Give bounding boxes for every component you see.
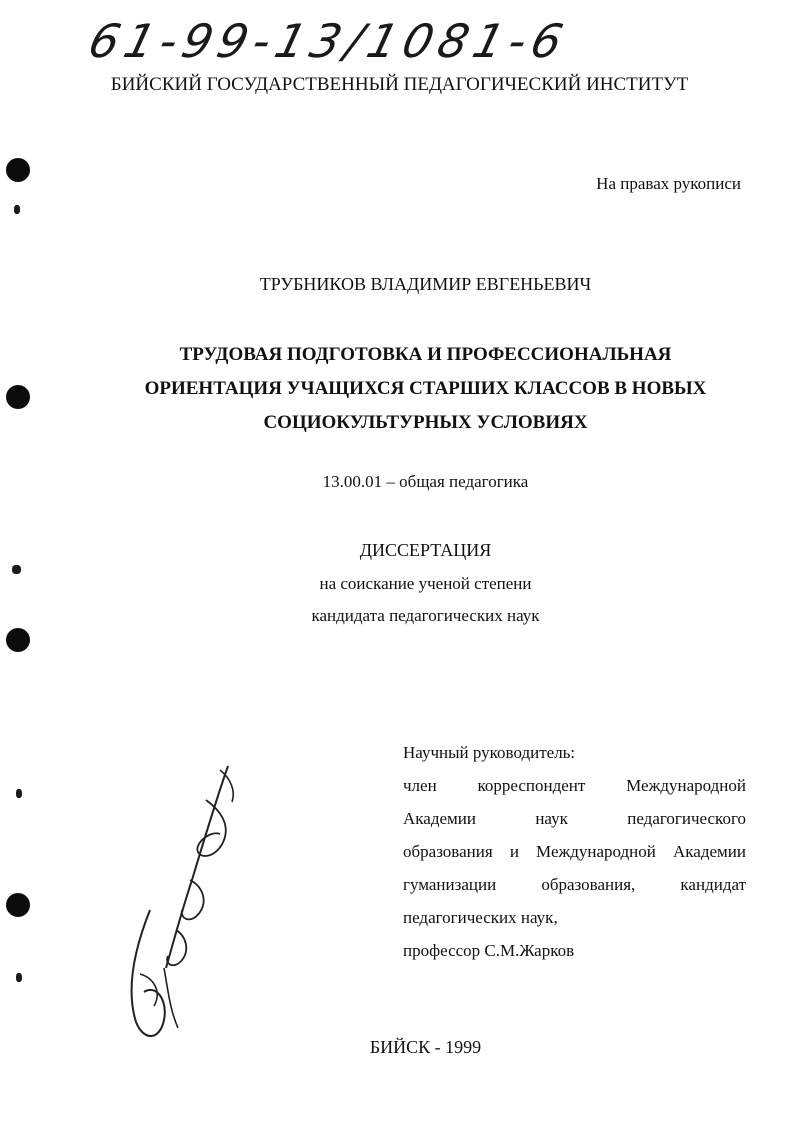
- degree-line: кандидата педагогических наук: [311, 606, 540, 625]
- supervisor-line: образования и Международной Академии: [403, 842, 746, 861]
- author-name: ТРУБНИКОВ ВЛАДИМИР ЕВГЕНЬЕВИЧ: [259, 274, 592, 294]
- supervisor-heading: Научный руководитель:: [403, 743, 576, 762]
- manuscript-rights-note: На правах рукописи: [596, 174, 741, 193]
- institute-name: БИЙСКИЙ ГОСУДАРСТВЕННЫЙ ПЕДАГОГИЧЕСКИЙ ИНСТИТУТ: [110, 74, 689, 95]
- scan-speck: [14, 205, 20, 214]
- handwritten-archive-code: 61-99-13/1081-6: [83, 14, 574, 68]
- supervisor-line: педагогических наук,: [403, 908, 558, 927]
- supervisor-line: Академии наук педагогического: [403, 809, 746, 828]
- handwritten-signature: [120, 760, 260, 1050]
- degree-line: на соискание ученой степени: [319, 574, 532, 593]
- title-line: СОЦИОКУЛЬТУРНЫХ УСЛОВИЯХ: [263, 412, 588, 433]
- punch-hole-mark: [6, 893, 30, 917]
- punch-hole-mark: [6, 628, 30, 652]
- title-line: ОРИЕНТАЦИЯ УЧАЩИХСЯ СТАРШИХ КЛАССОВ В НОВЫХ: [144, 378, 707, 399]
- title-line: ТРУДОВАЯ ПОДГОТОВКА И ПРОФЕССИОНАЛЬНАЯ: [179, 344, 672, 365]
- specialty-code: 13.00.01 – общая педагогика: [322, 472, 529, 491]
- dissertation-title: [0, 338, 799, 440]
- supervisor-line: член корреспондент Международной: [403, 776, 746, 795]
- document-type: ДИССЕРТАЦИЯ: [359, 540, 492, 560]
- scan-speck: [16, 973, 22, 982]
- supervisor-line: профессор С.М.Жарков: [403, 941, 575, 960]
- city-year: БИЙСК - 1999: [369, 1037, 482, 1057]
- supervisor-block: [403, 736, 746, 967]
- scan-speck: [12, 565, 21, 574]
- supervisor-line: гуманизации образования, кандидат: [403, 875, 746, 894]
- scan-speck: [16, 789, 22, 798]
- punch-hole-mark: [6, 158, 30, 182]
- punch-hole-mark: [6, 385, 30, 409]
